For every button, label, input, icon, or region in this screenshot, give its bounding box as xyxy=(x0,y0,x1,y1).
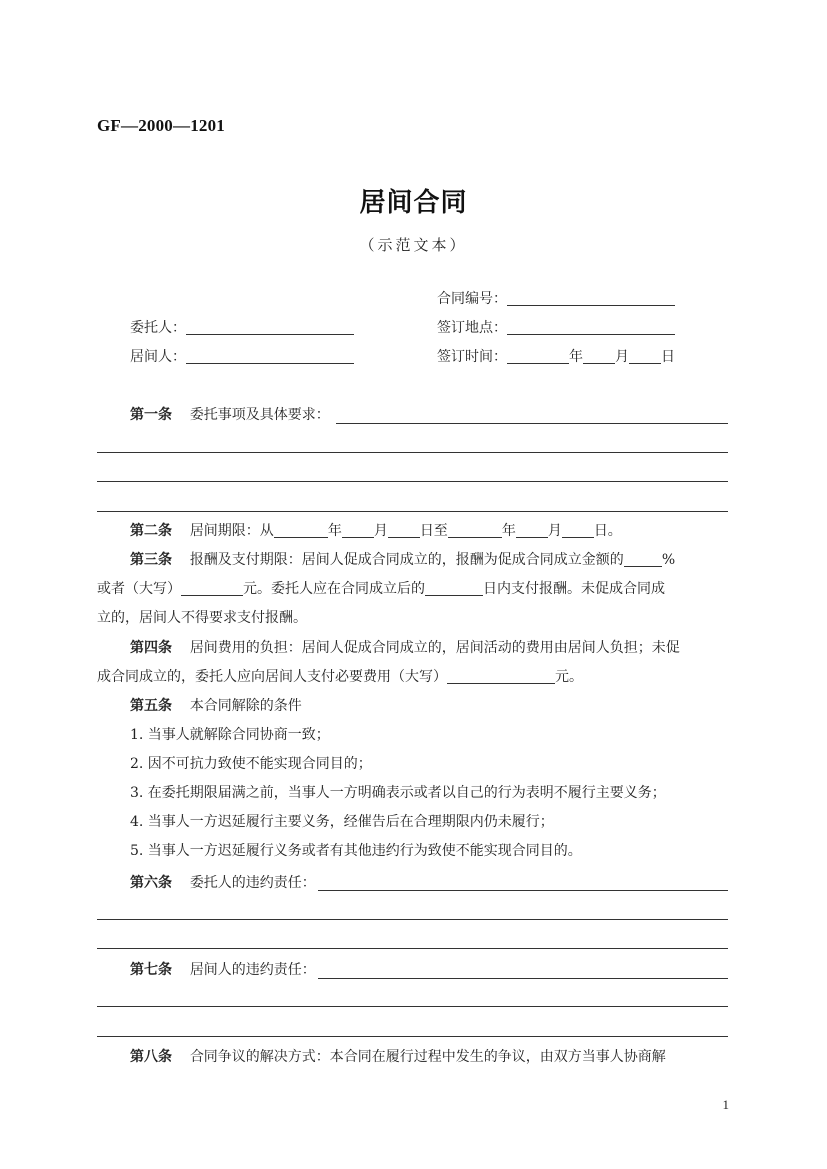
article-5 xyxy=(97,692,728,866)
broker-label: 居间人： xyxy=(130,349,186,365)
article-1-blank-line[interactable] xyxy=(97,481,728,482)
period-start-day-blank[interactable] xyxy=(388,521,420,538)
article-7-heading: 第七条 xyxy=(130,962,172,978)
article-5-text: 本合同解除的条件 xyxy=(189,698,302,714)
article-2-text: 月 xyxy=(547,523,562,539)
article-1-blank-line[interactable] xyxy=(97,511,728,512)
sign-month-blank[interactable] xyxy=(583,347,615,364)
article-2 xyxy=(130,521,622,541)
article-6-text: 委托人的违约责任： xyxy=(189,875,316,891)
article-4-heading: 第四条 xyxy=(130,640,172,656)
period-end-day-blank[interactable] xyxy=(562,521,594,538)
article-2-text: 月 xyxy=(373,523,388,539)
year-label: 年 xyxy=(569,349,583,365)
period-end-year-blank[interactable] xyxy=(448,521,502,538)
article-2-text: 年 xyxy=(501,523,516,539)
article-6-heading: 第六条 xyxy=(130,875,172,891)
article-2-text: 日。 xyxy=(593,523,622,539)
article-5-heading: 第五条 xyxy=(130,698,172,714)
article-2-text: 居间期限：从 xyxy=(189,523,274,539)
article-7-blank-line[interactable] xyxy=(97,1006,728,1007)
list-item: 3. 在委托期限届满之前，当事人一方明确表示或者以自己的行为表明不履行主要义务； xyxy=(130,785,666,801)
contract-number-blank[interactable] xyxy=(507,289,675,306)
sign-day-blank[interactable] xyxy=(629,347,661,364)
article-3-text: 报酬及支付期限：居间人促成合同成立的，报酬为促成合同成立金额的 xyxy=(189,552,624,568)
page-number: 1 xyxy=(722,1097,729,1112)
sign-year-blank[interactable] xyxy=(507,347,569,364)
article-3-text: 日内支付报酬。未促成合同成 xyxy=(483,581,665,597)
article-3-heading: 第三条 xyxy=(130,552,172,568)
article-8 xyxy=(130,1047,666,1067)
article-3-text: 立的，居间人不得要求支付报酬。 xyxy=(97,610,307,626)
article-6-blank[interactable] xyxy=(318,890,728,891)
commission-rate-blank[interactable] xyxy=(624,550,662,567)
article-1-blank[interactable] xyxy=(336,423,728,424)
article-3-text: % xyxy=(661,552,676,568)
article-2-heading: 第二条 xyxy=(130,523,172,539)
article-4 xyxy=(97,634,728,692)
sign-place-blank[interactable] xyxy=(507,318,675,335)
client-field xyxy=(130,318,354,338)
article-8-text: 合同争议的解决方式：本合同在履行过程中发生的争议，由双方当事人协商解 xyxy=(189,1049,666,1065)
list-item: 4. 当事人一方迟延履行主要义务，经催告后在合理期限内仍未履行； xyxy=(130,814,554,830)
article-7-text: 居间人的违约责任： xyxy=(189,962,316,978)
sign-place-label: 签订地点： xyxy=(437,320,507,336)
period-start-year-blank[interactable] xyxy=(274,521,328,538)
list-item: 1. 当事人就解除合同协商一致； xyxy=(130,727,330,743)
sign-place-field xyxy=(437,318,675,338)
broker-field xyxy=(130,347,354,367)
article-3 xyxy=(97,546,728,633)
contract-number-field xyxy=(437,289,675,309)
sign-time-field xyxy=(437,347,675,367)
article-1-blank-line[interactable] xyxy=(97,452,728,453)
article-8-heading: 第八条 xyxy=(130,1049,172,1065)
necessary-expense-blank[interactable] xyxy=(447,667,555,684)
article-6-blank-line[interactable] xyxy=(97,948,728,949)
article-6 xyxy=(130,873,316,893)
contract-number-label: 合同编号： xyxy=(437,291,507,307)
article-4-text: 居间费用的负担：居间人促成合同成立的，居间活动的费用由居间人负担；未促 xyxy=(189,640,680,656)
article-3-text: 或者（大写） xyxy=(97,581,181,597)
period-end-month-blank[interactable] xyxy=(516,521,548,538)
month-label: 月 xyxy=(615,349,629,365)
article-6-blank-line[interactable] xyxy=(97,919,728,920)
article-1-text: 委托事项及具体要求： xyxy=(189,407,330,423)
client-blank[interactable] xyxy=(186,318,354,335)
article-3-text: 元。委托人应在合同成立后的 xyxy=(243,581,425,597)
article-7-blank-line[interactable] xyxy=(97,1036,728,1037)
article-1 xyxy=(130,405,330,425)
period-start-month-blank[interactable] xyxy=(342,521,374,538)
article-7 xyxy=(130,960,316,980)
article-4-text: 成合同成立的，委托人应向居间人支付必要费用（大写） xyxy=(97,669,447,685)
document-code: GF—2000—1201 xyxy=(97,116,226,135)
day-label: 日 xyxy=(661,349,675,365)
broker-blank[interactable] xyxy=(186,347,354,364)
article-1-heading: 第一条 xyxy=(130,407,172,423)
article-2-text: 日至 xyxy=(419,523,448,539)
document-title: 居间合同 xyxy=(359,188,468,218)
list-item: 2. 因不可抗力致使不能实现合同目的； xyxy=(130,756,372,772)
payment-days-blank[interactable] xyxy=(425,579,483,596)
list-item: 5. 当事人一方迟延履行义务或者有其他违约行为致使不能实现合同目的。 xyxy=(130,843,582,859)
commission-amount-blank[interactable] xyxy=(181,579,243,596)
article-7-blank[interactable] xyxy=(318,978,728,979)
article-2-text: 年 xyxy=(327,523,342,539)
sign-time-label: 签订时间： xyxy=(437,349,507,365)
document-subtitle: （示范文本） xyxy=(359,236,468,254)
article-4-text: 元。 xyxy=(555,669,583,685)
client-label: 委托人： xyxy=(130,320,186,336)
